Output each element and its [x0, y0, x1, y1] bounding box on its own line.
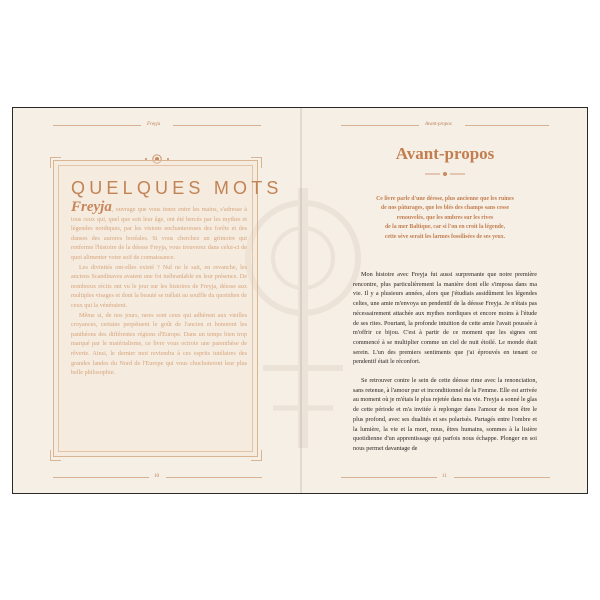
running-head-left: Freyja	[147, 122, 161, 127]
folio-rule	[341, 477, 437, 478]
book-spread	[12, 107, 588, 494]
running-head-right: Avant-propos	[425, 122, 452, 127]
box-corner	[50, 450, 61, 461]
running-head-rule	[173, 125, 261, 126]
intro-line: de la mer Baltique, car si l'on en croit la légende,	[384, 224, 506, 231]
body-paragraph: Mon histoire avec Freyja fut aussi surprenante que notre première rencontre, plus particulièrement la manière dont elle s'imposa dans ma vie. Il y a plusieurs années, alors que j'étudiais assidûment les légendes celtes, une amie m'envoya un pendentif de la déesse Freyja. Je n'étais pas nécessairement attachée aux mythes nordiques et encore moins à l'étude de ses rites. Pourtant, la profonde intuition de cette amie l'avait poussée à m'offrir ce bijou. C'est à partir de ce moment que les signes ont commencé à se multiplier comme un ciel de nuit étoilé. Le monde était serein. L'un des premiers sentiments que j'ai éprouvés en tenant ce pendentif était le réconfort.	[353, 271, 537, 366]
body-paragraph: Se retrouver contre le sein de cette déesse rime avec la renonciation, sans retenue, à l'amour pur et inconditionnel de la Femme. Elle est arrivée au moment où je m'étais le plus rejetée dans ma vie. Freyja a sonné le glas de cette période et m'a invitée à replonger dans l'amour de mon être le plus profond, avec ses dualités et ses polarisés. Partagés entre l'ombre et la lumière, la vie et la mort, nous, êtres humains, sommes à la lisière quotidienne d'un apprentissage qui parfois nous échappe. Plonger en soi nous permet davantage de	[353, 377, 537, 452]
folio-rule	[454, 477, 550, 478]
folio-left: 10	[154, 474, 159, 479]
chapter-title: Avant-propos	[395, 144, 495, 163]
intro-line: cette sève serait les larmes fossilisées de ses yeux.	[384, 233, 506, 240]
box-paragraph: Même si, de nos jours, rares sont ceux qui adhèrent aux vieilles croyances, certains perpétuent le goût de l'ancien et honorent les panthéons des différentes régions d'Europe. Dans un temps bien trop marqué par le matérialisme, ce livre vous octroie une parenthèse de rêverie. Ainsi, le dernier mot reviendra à ces esprits tutélaires des grandes landes du Nord de l'Europe qui vous chuchoteront leur plus belle philosophie.	[71, 311, 247, 377]
intro-line: de nos pâturages, que les blés des champs sans cesse	[380, 205, 510, 212]
box-corner	[50, 157, 61, 168]
running-head-rule	[341, 125, 419, 126]
box-paragraph: Freyja, ouvrage que vous tenez entre les mains, s'adresse à tous ceux qui, quel que soit leur âge, ont été bercés par les mythes et légendes nordiques, par les visions enchanteresses des forêts et des danses des aurores boréales. Si vous cherchez un grimoire qui renferme l'histoire de la déesse Freyja, vous trouverez dans celui-ci de quoi alimenter votre soif de connaissance.	[71, 199, 247, 261]
running-head-rule	[53, 125, 141, 126]
intro-line: Ce livre parle d'une déesse, plus ancienne que les ruines	[376, 196, 514, 202]
dropcap-word: Freyja	[71, 199, 112, 215]
folio-rule	[166, 477, 262, 478]
intro-line: renouvelés, que les ombres sur les rives	[396, 214, 494, 221]
folio-right: 11	[442, 474, 447, 479]
body-text	[353, 270, 537, 463]
watermark-rune-icon	[243, 168, 363, 458]
box-corner	[251, 157, 262, 168]
running-head-rule	[465, 125, 549, 126]
box-title: QUELQUES MOTS	[71, 178, 283, 198]
title-ornament-icon	[423, 170, 467, 178]
box-text	[71, 199, 247, 378]
box-corner	[251, 450, 262, 461]
intro-epigraph	[353, 195, 537, 242]
folio-rule	[53, 477, 149, 478]
box-paragraph: Les divinités ont-elles existé ? Nul ne le sait, en revanche, les anciens Scandinaves avaient une foi inébranlable en leur présence. De nombreux récits ont vu le jour sur les histoires de Freyja, déesse aux multiples visages et dont la beauté se mêlait au souffle du quotidien de ceux qui la vénéraient.	[71, 263, 247, 309]
